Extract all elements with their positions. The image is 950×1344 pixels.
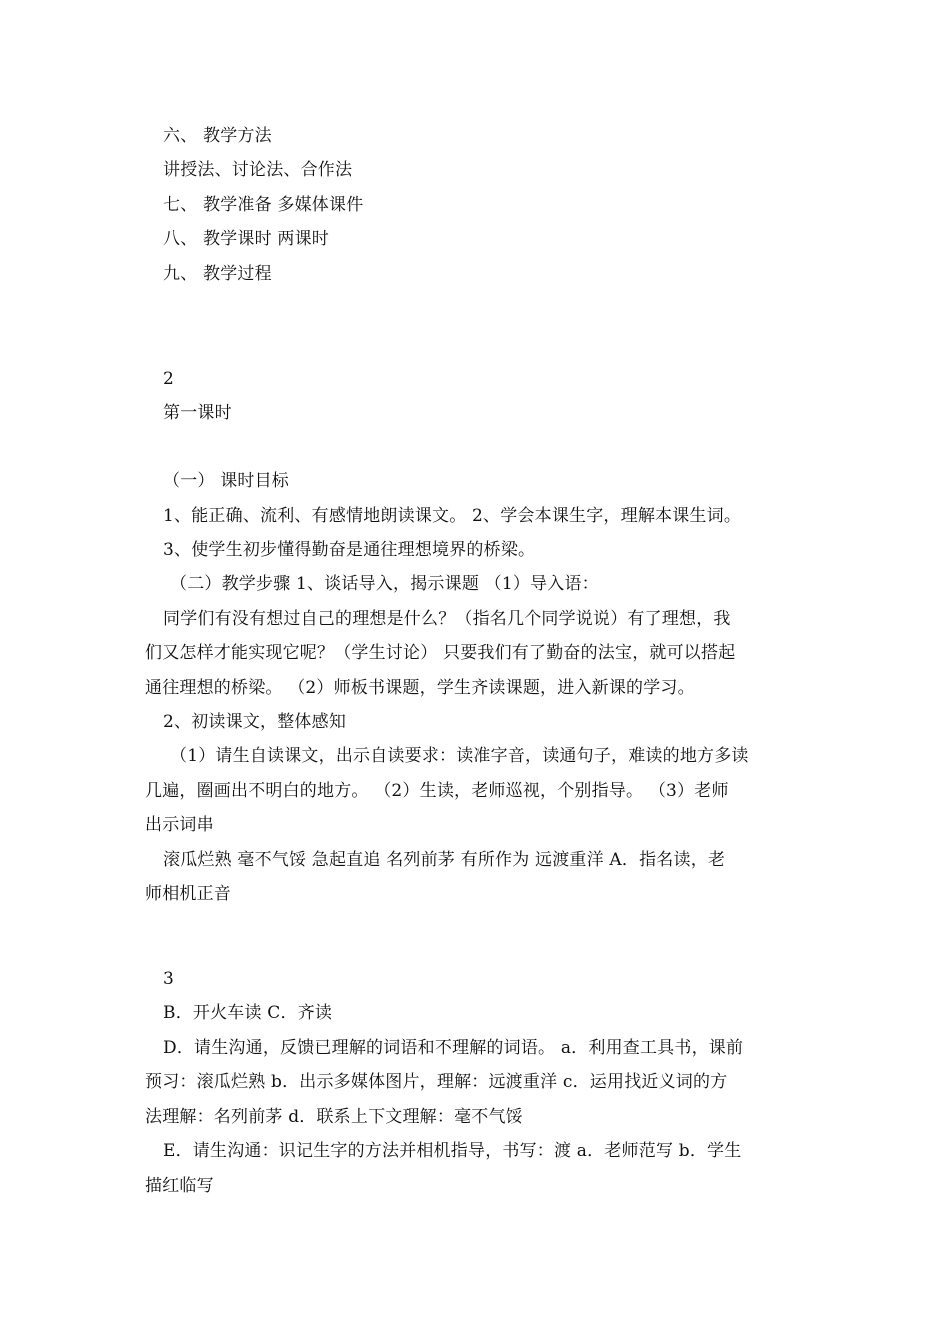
section-six-detail: 讲授法、讨论法、合作法: [163, 160, 353, 180]
intro-line-3: 通往理想的桥梁。 （2）师板书课题，学生齐读课题，进入新课的学习。: [145, 678, 695, 698]
steps-heading: （二）教学步骤 1、谈话导入，揭示课题 （1）导入语：: [170, 574, 599, 594]
step-e-line-2: 描红临写: [145, 1176, 214, 1196]
goal-line-1: 1、能正确、流利、有感情地朗读课文。 2、学会本课生字，理解本课生词。: [163, 506, 742, 526]
section-six-heading: 六、 教学方法: [163, 126, 272, 146]
step-d-line-2: 预习：滚瓜烂熟 b．出示多媒体图片，理解：远渡重洋 c．运用找近义词的方: [145, 1072, 728, 1092]
page-number-2: 2: [163, 369, 175, 389]
step-e-line-1: E．请生沟通：识记生字的方法并相机指导，书写：渡 a．老师范写 b．学生: [163, 1141, 742, 1161]
words-line-2: 师相机正音: [145, 884, 231, 904]
intro-line-1: 同学们有没有想过自己的理想是什么？（指名几个同学说说）有了理想，我: [163, 609, 731, 629]
reading-line-1: （1）请生自读课文，出示自读要求：读准字音，读通句子，难读的地方多读: [170, 746, 749, 766]
page-number-3: 3: [163, 969, 175, 989]
section-seven-heading: 七、 教学准备 多媒体课件: [163, 195, 364, 215]
goal-line-2: 3、使学生初步懂得勤奋是通往理想境界的桥梁。: [163, 540, 536, 560]
reading-line-2: 几遍，圈画出不明白的地方。 （2）生读，老师巡视，个别指导。 （3）老师: [145, 781, 729, 801]
lesson-title: 第一课时: [163, 403, 232, 423]
step-d-line-1: D．请生沟通，反馈已理解的词语和不理解的词语。 a．利用查工具书，课前: [163, 1038, 744, 1058]
intro-line-2: 们又怎样才能实现它呢？（学生讨论） 只要我们有了勤奋的法宝，就可以搭起: [145, 643, 736, 663]
words-line-1: 滚瓜烂熟 毫不气馁 急起直追 名列前茅 有所作为 远渡重洋 A．指名读，老: [163, 850, 726, 870]
step-d-line-3: 法理解：名列前茅 d．联系上下文理解：毫不气馁: [145, 1107, 523, 1127]
section-nine-heading: 九、 教学过程: [163, 264, 272, 284]
reading-heading: 2、初读课文，整体感知: [163, 712, 347, 732]
goals-heading: （一） 课时目标: [163, 471, 290, 491]
step-b-c: B．开火车读 C．齐读: [163, 1003, 333, 1023]
reading-line-3: 出示词串: [145, 815, 214, 835]
section-eight-heading: 八、 教学课时 两课时: [163, 229, 330, 249]
